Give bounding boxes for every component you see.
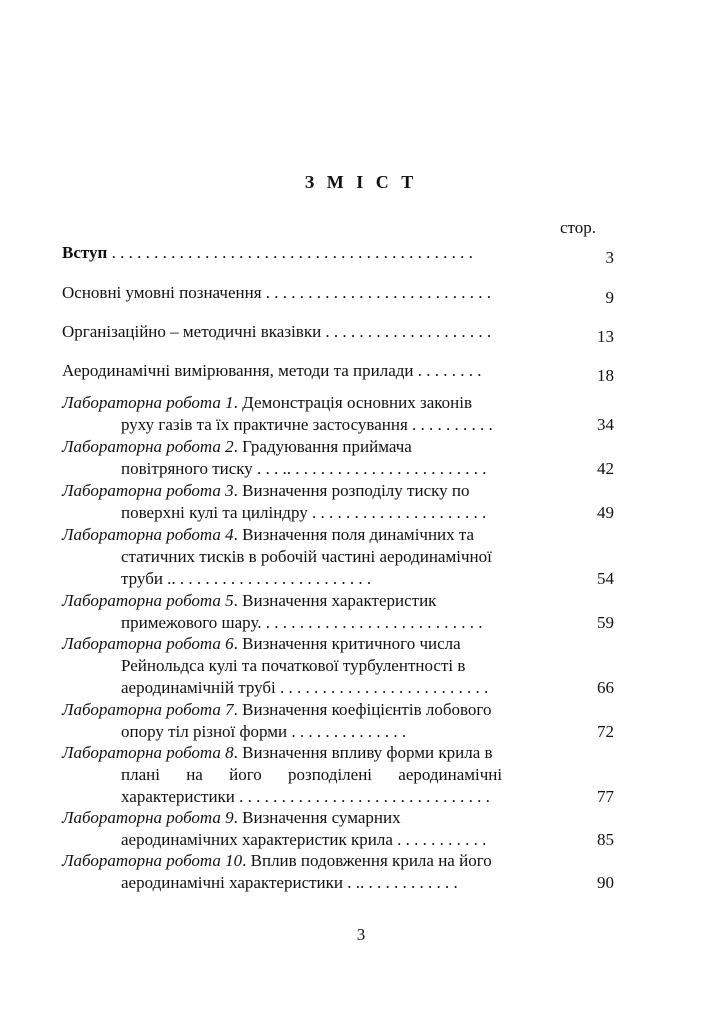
entry-text: . Визначення сумарних — [233, 808, 401, 827]
entry-text: . Градуювання приймача — [233, 437, 412, 456]
toc-entry-notation[interactable] — [62, 283, 491, 303]
entry-label: Вступ — [62, 243, 108, 262]
entry-text: . Вплив подовження крила на його — [242, 851, 492, 870]
entry-continuation: труби .. . . . . . . . . . . . . . . . . . . . . . . . — [121, 569, 372, 588]
entry-leader: . . . . . . . . . . . . . . . . . . . . . . . . . . . . . . . . . . . . . . . . . . . — [107, 243, 473, 262]
entry-text: Аеродинамічні вимірювання, методи та прилади . . . . . . . . — [62, 361, 482, 380]
entry-continuation — [121, 765, 558, 785]
entry-text: . Визначення коефіцієнтів лобового — [233, 700, 492, 719]
entry-text: . Демонстрація основних законів — [233, 393, 473, 412]
entry-label: Лабораторна робота 4 — [62, 525, 234, 544]
entry-page-number: 66 — [597, 678, 614, 697]
entry-text: . Визначення розподілу тиску по — [233, 481, 470, 500]
page-title: З М І С Т — [304, 172, 418, 192]
entry-continuation: поверхні кулі та циліндру . . . . . . . . . . . . . . . . . . . . . — [121, 503, 487, 522]
entry-text: Основні умовні позначення . . . . . . . . . . . . . . . . . . . . . . . . . . . — [62, 283, 492, 302]
entry-page-number: 77 — [597, 787, 614, 806]
entry-page-number: 90 — [597, 873, 614, 892]
toc-entry-measurements[interactable] — [62, 361, 482, 381]
toc-entry-lab-2[interactable] — [62, 437, 412, 457]
entry-page-number: 3 — [605, 248, 614, 267]
entry-page-number: 34 — [597, 415, 614, 434]
toc-entry-lab-5[interactable] — [62, 591, 436, 611]
toc-entry-lab-9[interactable] — [62, 808, 401, 828]
entry-page-number: 49 — [597, 503, 614, 522]
entry-continuation: руху газів та їх практичне застосування . . . . . . . . . . — [121, 415, 493, 434]
page-number-footer: 3 — [356, 925, 366, 944]
toc-entry-lab-10[interactable] — [62, 851, 492, 871]
entry-label: Лабораторна робота 2 — [62, 437, 234, 456]
entry-label: Лабораторна робота 3 — [62, 481, 234, 500]
entry-page-number: 59 — [597, 613, 614, 632]
entry-continuation: статичних тисків в робочій частині аеродинамічної — [121, 547, 492, 566]
toc-entry-lab-6[interactable] — [62, 634, 461, 654]
entry-label: Лабораторна робота 10 — [62, 851, 243, 870]
toc-entry-lab-7[interactable] — [62, 700, 491, 720]
toc-entry-lab-4[interactable] — [62, 525, 474, 545]
entry-continuation: характеристики . . . . . . . . . . . . . . . . . . . . . . . . . . . . . . — [121, 787, 490, 806]
toc-entry-intro[interactable] — [62, 243, 473, 263]
entry-label: Лабораторна робота 1 — [62, 393, 234, 412]
entry-page-number: 18 — [597, 366, 614, 385]
entry-page-number: 42 — [597, 459, 614, 478]
entry-text: . Визначення поля динамічних та — [233, 525, 475, 544]
entry-page-number: 72 — [597, 722, 614, 741]
entry-label: Лабораторна робота 8 — [62, 743, 234, 762]
entry-page-number: 9 — [605, 288, 614, 307]
entry-continuation: аеродинамічних характеристик крила . . . . . . . . . . . — [121, 830, 487, 849]
entry-label: Лабораторна робота 5 — [62, 591, 234, 610]
entry-continuation: опору тіл різної форми . . . . . . . . . . . . . . — [121, 722, 407, 741]
entry-page-number: 85 — [597, 830, 614, 849]
entry-continuation: примежового шару. . . . . . . . . . . . . . . . . . . . . . . . . . . — [121, 613, 483, 632]
toc-entry-guidelines[interactable] — [62, 322, 491, 342]
entry-text: . Визначення впливу форми крила в — [233, 743, 493, 762]
page-column-header: стор. — [560, 218, 597, 237]
toc-entry-lab-8[interactable] — [62, 743, 493, 763]
entry-text: . Визначення критичного числа — [233, 634, 461, 653]
entry-page-number: 13 — [597, 327, 614, 346]
toc-entry-lab-1[interactable] — [62, 393, 472, 413]
entry-continuation: Рейнольдса кулі та початкової турбулентності в — [121, 656, 466, 675]
entry-continuation: аеродинамічній трубі . . . . . . . . . . . . . . . . . . . . . . . . . — [121, 678, 489, 697]
entry-label: Лабораторна робота 9 — [62, 808, 234, 827]
entry-text: Організаційно – методичні вказівки . . . . . . . . . . . . . . . . . . . . — [62, 322, 492, 341]
toc-entry-lab-3[interactable] — [62, 481, 469, 501]
entry-page-number: 54 — [597, 569, 614, 588]
entry-label: Лабораторна робота 6 — [62, 634, 234, 653]
entry-continuation: аеродинамічні характеристики . .. . . . . . . . . . . . — [121, 873, 458, 892]
entry-text: . Визначення характеристик — [233, 591, 437, 610]
justified-line: плані на його розподілені аеродинамічні — [121, 765, 503, 784]
entry-continuation: повітряного тиску . . . .. . . . . . . . . . . . . . . . . . . . . . . . — [121, 459, 487, 478]
entry-label: Лабораторна робота 7 — [62, 700, 234, 719]
